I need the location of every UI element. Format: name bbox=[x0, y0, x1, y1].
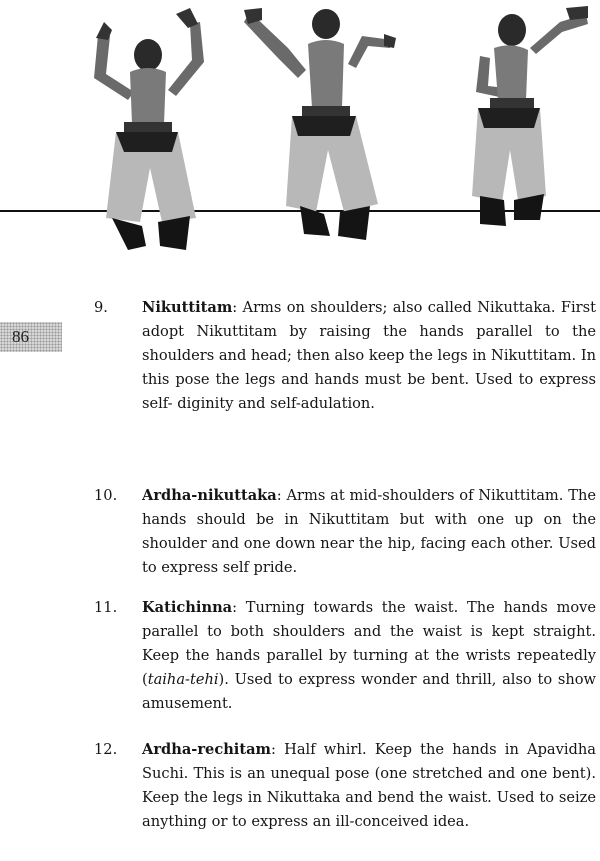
item-body: : Arms at mid-shoulders of Nikuttitam. The hands should be in Nikuttitam but with one up on the shoulder and one down near the hip, facing each other. Used to express self pride. bbox=[142, 487, 596, 576]
item-italic-term: taiha-tehi bbox=[147, 671, 219, 688]
list-item bbox=[94, 484, 596, 580]
item-term: Katichinna bbox=[142, 599, 233, 616]
item-number: 9. bbox=[94, 299, 108, 316]
dancer-figure-icon bbox=[244, 8, 396, 240]
item-body: ). Used to express wonder and thrill, also to show amusement. bbox=[142, 671, 596, 712]
item-number: 12. bbox=[94, 741, 118, 758]
item-term: Nikuttitam bbox=[142, 299, 233, 316]
page-number: 86 bbox=[0, 322, 62, 352]
dancer-figures-illustration bbox=[0, 0, 600, 265]
dancer-figure-icon bbox=[472, 6, 588, 226]
item-text bbox=[142, 596, 596, 716]
item-term: Ardha-rechitam bbox=[142, 741, 271, 758]
list-item bbox=[94, 296, 596, 416]
item-body: : Half whirl. Keep the hands in Apavidha Suchi. This is an unequal pose (one stretched and one bent). Keep the legs in Nikuttaka and bend the waist. Used to seize anything or to express an ill-conceived idea. bbox=[142, 741, 596, 830]
list-item bbox=[94, 596, 596, 716]
item-body: : Turning towards the waist. The hands move parallel to both shoulders and the waist is kept straight. Keep the hands parallel by turning at the wrists repeatedly ( bbox=[142, 599, 596, 688]
item-body: : Arms on shoulders; also called Nikuttaka. First adopt Nikuttitam by raising the hands parallel to the shoulders and head; then also keep the legs in Nikuttitam. In this pose the legs and hands must be bent. Used to express self- diginity and self-adulation. bbox=[142, 299, 596, 412]
item-number: 10. bbox=[94, 487, 118, 504]
list-item bbox=[94, 738, 596, 834]
item-number: 11. bbox=[94, 599, 118, 616]
item-text bbox=[142, 296, 596, 416]
item-term: Ardha-nikuttaka bbox=[142, 487, 277, 504]
dancer-figure-icon bbox=[94, 8, 204, 250]
item-text bbox=[142, 738, 596, 834]
item-text bbox=[142, 484, 596, 580]
